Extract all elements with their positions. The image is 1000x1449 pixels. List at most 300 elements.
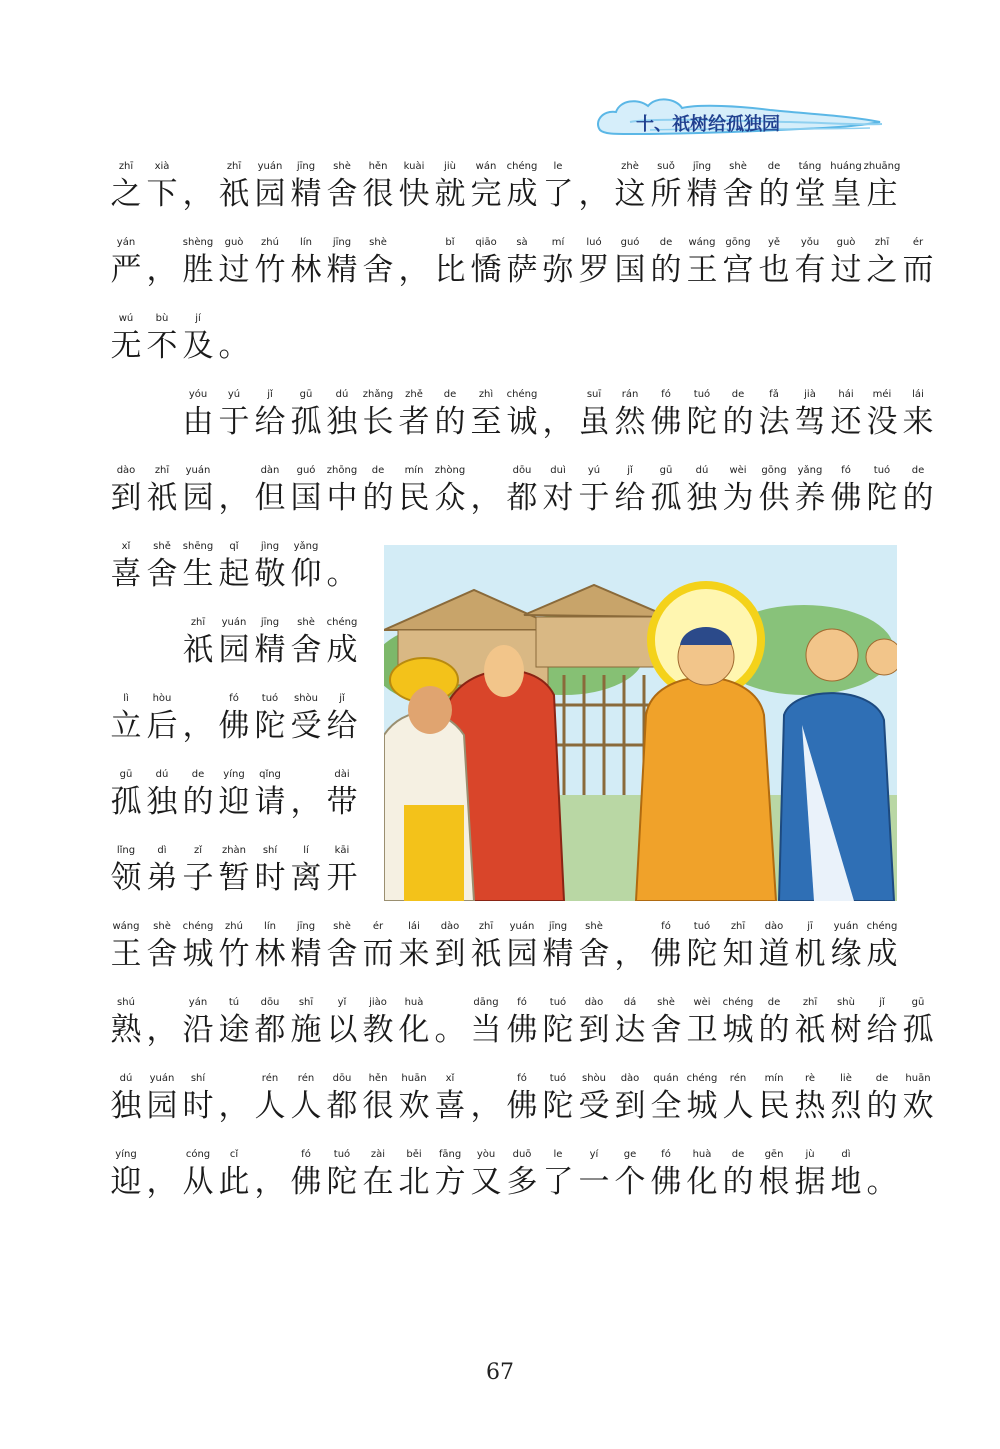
hanzi-character: 于	[218, 404, 250, 440]
pinyin-annotation: dá	[623, 997, 637, 1008]
pinyin-annotation: tuó	[549, 1073, 567, 1084]
hanzi-character: ，	[254, 1164, 286, 1200]
pinyin-annotation: tuó	[333, 1149, 351, 1160]
hanzi-character: 沿	[182, 1012, 214, 1048]
hanzi-character: 孤	[650, 480, 682, 516]
pinyin-annotation: zhú	[225, 921, 243, 932]
pinyin-annotation: de	[371, 465, 385, 476]
hanzi-character: 道	[758, 936, 790, 972]
pinyin-annotation: kāi	[334, 845, 350, 856]
pinyin-annotation: fó	[517, 997, 527, 1008]
pinyin-annotation: lí	[303, 845, 309, 856]
hanzi-character: 请	[254, 784, 286, 820]
hanzi-character: 多	[506, 1164, 538, 1200]
hanzi-character: 还	[830, 404, 862, 440]
hanzi-character: 舍	[326, 176, 358, 212]
pinyin-annotation: shè	[585, 921, 603, 932]
hanzi-character: 喜	[434, 1088, 466, 1124]
hanzi-character: 给	[614, 480, 646, 516]
pinyin-annotation: tú	[228, 997, 240, 1008]
pinyin-annotation: rán	[621, 389, 639, 400]
hanzi-character: 到	[614, 1088, 646, 1124]
pinyin-annotation: cǐ	[229, 1149, 239, 1160]
hanzi-character: 领	[110, 860, 142, 896]
pinyin-annotation: jiào	[369, 997, 387, 1008]
character-unit	[324, 768, 360, 826]
pinyin-annotation: shě	[153, 541, 171, 552]
pinyin-annotation: yú	[227, 389, 241, 400]
hanzi-character: 暂	[218, 860, 250, 896]
hanzi-character: 给	[254, 404, 286, 440]
hanzi-character: 民	[758, 1088, 790, 1124]
hanzi-character: 途	[218, 1012, 250, 1048]
pinyin-annotation: zhī	[802, 997, 818, 1008]
hanzi-character: 熟	[110, 1012, 142, 1048]
pinyin-annotation: zài	[370, 1149, 386, 1160]
pinyin-annotation: jī	[807, 921, 813, 932]
pinyin-annotation: zhòng	[434, 465, 466, 476]
hanzi-character: 舍	[722, 176, 754, 212]
pinyin-annotation: de	[875, 1073, 889, 1084]
pinyin-annotation: yuán	[221, 617, 247, 628]
hanzi-character: 城	[686, 1088, 718, 1124]
pinyin-annotation: jīng	[332, 237, 352, 248]
pinyin-annotation: duì	[550, 465, 566, 476]
pinyin-annotation: chéng	[722, 997, 754, 1008]
hanzi-character: 国	[614, 252, 646, 288]
hanzi-character: 祇	[146, 480, 178, 516]
hanzi-character: 佛	[506, 1012, 538, 1048]
pinyin-annotation: chéng	[866, 921, 898, 932]
hanzi-character: 陀	[326, 1164, 358, 1200]
hanzi-character: 而	[902, 252, 934, 288]
character-unit	[324, 540, 360, 598]
pinyin-annotation: shí	[190, 1073, 206, 1084]
hanzi-character: 到	[110, 480, 142, 516]
hanzi-character: 竹	[254, 252, 286, 288]
hanzi-character: 有	[794, 252, 826, 288]
hanzi-character: 舍	[578, 936, 610, 972]
pinyin-annotation: chéng	[506, 389, 538, 400]
hanzi-character: 完	[470, 176, 502, 212]
pinyin-annotation: de	[767, 997, 781, 1008]
hanzi-character: 过	[218, 252, 250, 288]
hanzi-character: 精	[254, 632, 286, 668]
hanzi-character: 的	[866, 1088, 898, 1124]
hanzi-character: 但	[254, 480, 286, 516]
hanzi-character: 方	[434, 1164, 466, 1200]
pinyin-annotation: ge	[623, 1149, 637, 1160]
hanzi-character: 在	[362, 1164, 394, 1200]
hanzi-character: 化	[398, 1012, 430, 1048]
character-unit	[324, 616, 360, 674]
hanzi-character: 的	[722, 404, 754, 440]
hanzi-character: 立	[110, 708, 142, 744]
hanzi-character: 为	[722, 480, 754, 516]
hanzi-character: 佛	[650, 1164, 682, 1200]
hanzi-character: 者	[398, 404, 430, 440]
hanzi-character: 民	[398, 480, 430, 516]
hanzi-character: ，	[182, 708, 214, 744]
pinyin-annotation: hái	[838, 389, 854, 400]
hanzi-character: ，	[614, 936, 646, 972]
hanzi-character: 诚	[506, 404, 538, 440]
hanzi-character: 人	[290, 1088, 322, 1124]
pinyin-annotation: shè	[297, 617, 315, 628]
pinyin-annotation: méi	[872, 389, 892, 400]
pinyin-annotation: yuán	[185, 465, 211, 476]
pinyin-annotation: zhì	[478, 389, 494, 400]
hanzi-character: ，	[182, 176, 214, 212]
pinyin-annotation	[208, 312, 260, 326]
pinyin-annotation: shòu	[293, 693, 318, 704]
hanzi-character: 热	[794, 1088, 826, 1124]
pinyin-annotation: zhī	[154, 465, 170, 476]
pinyin-annotation: gōng	[725, 237, 751, 248]
hanzi-character: ，	[218, 1088, 250, 1124]
hanzi-character: 竹	[218, 936, 250, 972]
page-number: 67	[486, 1360, 514, 1385]
hanzi-character: 长	[362, 404, 394, 440]
buddha-arrival-illustration	[384, 545, 897, 901]
character-unit	[900, 996, 936, 1054]
pinyin-annotation: de	[443, 389, 457, 400]
character-unit	[864, 160, 900, 218]
hanzi-character: 佛	[650, 404, 682, 440]
hanzi-character: 的	[758, 1012, 790, 1048]
hanzi-character: 驾	[794, 404, 826, 440]
hanzi-character: 庄	[866, 176, 898, 212]
pinyin-annotation: huān	[905, 1073, 931, 1084]
pinyin-annotation: zhě	[405, 389, 423, 400]
pinyin-annotation: guò	[836, 237, 856, 248]
hanzi-character: 了	[542, 176, 574, 212]
pinyin-annotation: yíng	[115, 1149, 137, 1160]
pinyin-annotation: yǎng	[293, 541, 319, 552]
pinyin-annotation: chéng	[506, 161, 538, 172]
hanzi-character: 之	[866, 252, 898, 288]
hanzi-character: 迎	[218, 784, 250, 820]
hanzi-character: 祇	[182, 632, 214, 668]
hanzi-character: 园	[506, 936, 538, 972]
pinyin-annotation: lái	[912, 389, 924, 400]
pinyin-annotation: jǐ	[627, 465, 633, 476]
hanzi-character: 的	[650, 252, 682, 288]
pinyin-annotation: zhī	[190, 617, 206, 628]
hanzi-character: ，	[146, 1164, 178, 1200]
hanzi-character: 佛	[506, 1088, 538, 1124]
pinyin-annotation: gū	[119, 769, 133, 780]
hanzi-character: 舍	[146, 556, 178, 592]
pinyin-annotation: de	[731, 389, 745, 400]
hanzi-character: 快	[398, 176, 430, 212]
hanzi-character: 欢	[398, 1088, 430, 1124]
hanzi-character: 林	[290, 252, 322, 288]
hanzi-character: 比	[434, 252, 466, 288]
hanzi-character: 个	[614, 1164, 646, 1200]
pinyin-annotation: fó	[301, 1149, 311, 1160]
hanzi-character: 一	[578, 1164, 610, 1200]
hanzi-character: 过	[830, 252, 862, 288]
hanzi-character: 对	[542, 480, 574, 516]
pinyin-annotation: huà	[404, 997, 424, 1008]
pinyin-annotation: tuó	[693, 921, 711, 932]
pinyin-annotation: shù	[837, 997, 855, 1008]
character-unit	[900, 464, 936, 522]
pinyin-annotation: zhàn	[221, 845, 247, 856]
hanzi-character: 敬	[254, 556, 286, 592]
hanzi-character: 所	[650, 176, 682, 212]
hanzi-character: ，	[542, 404, 574, 440]
pinyin-annotation: fó	[661, 1149, 671, 1160]
pinyin-annotation: shèng	[182, 237, 214, 248]
pinyin-annotation: zhī	[226, 161, 242, 172]
hanzi-character: 就	[434, 176, 466, 212]
pinyin-annotation: liè	[840, 1073, 852, 1084]
pinyin-annotation: dú	[119, 1073, 133, 1084]
hanzi-character: 陀	[542, 1088, 574, 1124]
pinyin-annotation: bǐ	[445, 237, 455, 248]
pinyin-annotation: dào	[440, 921, 460, 932]
hanzi-character: 此	[218, 1164, 250, 1200]
pinyin-annotation: fó	[229, 693, 239, 704]
pinyin-annotation: duō	[512, 1149, 532, 1160]
hanzi-character: 陀	[254, 708, 286, 744]
pinyin-annotation: shēng	[182, 541, 214, 552]
hanzi-character: 养	[794, 480, 826, 516]
pinyin-annotation: jīng	[296, 921, 316, 932]
pinyin-annotation: zhǎng	[362, 389, 394, 400]
pinyin-annotation: shè	[153, 921, 171, 932]
hanzi-character: 达	[614, 1012, 646, 1048]
chapter-header-banner	[590, 92, 890, 144]
hanzi-character: 严	[110, 252, 142, 288]
hanzi-character: 园	[182, 480, 214, 516]
pinyin-annotation: jǐ	[879, 997, 885, 1008]
hanzi-character: 虽	[578, 404, 610, 440]
pinyin-annotation: shè	[369, 237, 387, 248]
hanzi-character: 陀	[686, 404, 718, 440]
pinyin-annotation: dào	[116, 465, 136, 476]
pinyin-annotation: gū	[659, 465, 673, 476]
character-unit	[324, 692, 360, 750]
hanzi-character: 由	[182, 404, 214, 440]
pinyin-annotation: zhōng	[326, 465, 358, 476]
hanzi-character: 的	[182, 784, 214, 820]
pinyin-annotation: cóng	[185, 1149, 211, 1160]
hanzi-character: 给	[326, 708, 358, 744]
hanzi-character: 机	[794, 936, 826, 972]
pinyin-annotation: yóu	[188, 389, 208, 400]
pinyin-annotation: xǐ	[445, 1073, 455, 1084]
pinyin-annotation: mín	[764, 1073, 784, 1084]
hanzi-character: ，	[470, 1088, 502, 1124]
hanzi-character: 而	[362, 936, 394, 972]
hanzi-character: ，	[470, 480, 502, 516]
hanzi-character: 。	[434, 1012, 466, 1048]
pinyin-annotation: dú	[335, 389, 349, 400]
hanzi-character: 舍	[146, 936, 178, 972]
pinyin-annotation	[316, 540, 368, 554]
pinyin-annotation: bù	[155, 313, 169, 324]
pinyin-annotation: yú	[587, 465, 601, 476]
hanzi-character: 园	[218, 632, 250, 668]
pinyin-annotation: yán	[188, 997, 208, 1008]
pinyin-annotation: wèi	[693, 997, 711, 1008]
pinyin-annotation: xià	[154, 161, 170, 172]
hanzi-character: ，	[578, 176, 610, 212]
pinyin-annotation: chéng	[182, 921, 214, 932]
hanzi-character: 缘	[830, 936, 862, 972]
hanzi-character: 孤	[902, 1012, 934, 1048]
hanzi-character: 根	[758, 1164, 790, 1200]
hanzi-character: 子	[182, 860, 214, 896]
hanzi-character: 也	[758, 252, 790, 288]
pinyin-annotation: zhè	[621, 161, 639, 172]
pinyin-annotation: yíng	[223, 769, 245, 780]
hanzi-character: 。	[218, 328, 250, 364]
hanzi-character: 受	[578, 1088, 610, 1124]
pinyin-annotation: huáng	[830, 161, 862, 172]
pinyin-annotation: lín	[264, 921, 276, 932]
hanzi-character: 。	[326, 556, 358, 592]
pinyin-annotation	[856, 1148, 908, 1162]
hanzi-character: 人	[254, 1088, 286, 1124]
hanzi-character: 供	[758, 480, 790, 516]
pinyin-annotation: yǎng	[797, 465, 823, 476]
hanzi-character: 罗	[578, 252, 610, 288]
pinyin-annotation: jǐ	[267, 389, 273, 400]
hanzi-character: 以	[326, 1012, 358, 1048]
pinyin-annotation: shè	[333, 161, 351, 172]
pinyin-annotation: jīng	[260, 617, 280, 628]
pinyin-annotation: de	[731, 1149, 745, 1160]
pinyin-annotation: rén	[261, 1073, 279, 1084]
pinyin-annotation: shè	[657, 997, 675, 1008]
pinyin-annotation: lín	[300, 237, 312, 248]
hanzi-character: 北	[398, 1164, 430, 1200]
pinyin-annotation: quán	[653, 1073, 679, 1084]
pinyin-annotation: dào	[584, 997, 604, 1008]
hanzi-character: 树	[830, 1012, 862, 1048]
hanzi-character: 之	[110, 176, 142, 212]
pinyin-annotation: suǒ	[657, 161, 675, 172]
pinyin-annotation: tuó	[261, 693, 279, 704]
hanzi-character: 城	[182, 936, 214, 972]
hanzi-character: 皇	[830, 176, 862, 212]
hanzi-character: 的	[722, 1164, 754, 1200]
pinyin-annotation: wán	[475, 161, 497, 172]
hanzi-character: 离	[290, 860, 322, 896]
hanzi-character: 都	[326, 1088, 358, 1124]
pinyin-annotation: dōu	[512, 465, 532, 476]
pinyin-annotation: huān	[401, 1073, 427, 1084]
pinyin-annotation: xǐ	[121, 541, 131, 552]
hanzi-character: 陀	[542, 1012, 574, 1048]
hanzi-character: 时	[182, 1088, 214, 1124]
hanzi-character: 都	[254, 1012, 286, 1048]
hanzi-character: 施	[290, 1012, 322, 1048]
pinyin-annotation: fó	[841, 465, 851, 476]
pinyin-annotation: běi	[406, 1149, 422, 1160]
hanzi-character: 法	[758, 404, 790, 440]
pinyin-annotation: suī	[586, 389, 602, 400]
pinyin-annotation: de	[191, 769, 205, 780]
hanzi-character: 王	[686, 252, 718, 288]
pinyin-annotation: ér	[912, 237, 924, 248]
hanzi-character: 精	[326, 252, 358, 288]
hanzi-character: 起	[218, 556, 250, 592]
pinyin-annotation: yòu	[476, 1149, 496, 1160]
hanzi-character: 精	[542, 936, 574, 972]
hanzi-character: 独	[686, 480, 718, 516]
pinyin-annotation: yǒu	[800, 237, 820, 248]
chapter-title: 十、祇树给孤独园	[636, 114, 780, 135]
character-unit	[900, 1072, 936, 1130]
hanzi-character: 这	[614, 176, 646, 212]
pinyin-annotation: wèi	[729, 465, 747, 476]
character-unit	[900, 236, 936, 294]
hanzi-character: 园	[254, 176, 286, 212]
hanzi-character: 众	[434, 480, 466, 516]
pinyin-annotation: dài	[334, 769, 350, 780]
pinyin-annotation: fó	[661, 921, 671, 932]
pinyin-annotation: rè	[804, 1073, 816, 1084]
pinyin-annotation: fǎ	[769, 389, 779, 400]
hanzi-character: 又	[470, 1164, 502, 1200]
pinyin-annotation: qǐng	[259, 769, 281, 780]
hanzi-character: 时	[254, 860, 286, 896]
pinyin-annotation: dào	[764, 921, 784, 932]
hanzi-character: 舍	[650, 1012, 682, 1048]
pinyin-annotation: zhī	[874, 237, 890, 248]
hanzi-character: 祇	[470, 936, 502, 972]
pinyin-annotation: zhī	[730, 921, 746, 932]
hanzi-character: 然	[614, 404, 646, 440]
pinyin-annotation: guó	[620, 237, 640, 248]
hanzi-character: 孤	[290, 404, 322, 440]
pinyin-annotation: lǐng	[116, 845, 136, 856]
hanzi-character: ，	[398, 252, 430, 288]
hanzi-character: 城	[722, 1012, 754, 1048]
hanzi-character: 精	[290, 176, 322, 212]
pinyin-annotation: gū	[299, 389, 313, 400]
pinyin-annotation: de	[767, 161, 781, 172]
hanzi-character: 很	[362, 176, 394, 212]
hanzi-character: 园	[146, 1088, 178, 1124]
pinyin-annotation: tuó	[549, 997, 567, 1008]
hanzi-character: 后	[146, 708, 178, 744]
pinyin-annotation: yuán	[257, 161, 283, 172]
pinyin-annotation: huà	[692, 1149, 712, 1160]
hanzi-character: 陀	[866, 480, 898, 516]
hanzi-character: 国	[290, 480, 322, 516]
hanzi-character: 佛	[830, 480, 862, 516]
hanzi-character: 佛	[218, 708, 250, 744]
pinyin-annotation: gū	[911, 997, 925, 1008]
hanzi-character: 从	[182, 1164, 214, 1200]
pinyin-annotation: dú	[695, 465, 709, 476]
hanzi-character: 精	[686, 176, 718, 212]
pinyin-annotation: de	[659, 237, 673, 248]
hanzi-character: 无	[110, 328, 142, 364]
hanzi-character: 佛	[290, 1164, 322, 1200]
pinyin-annotation: qiāo	[475, 237, 497, 248]
hanzi-character: 卫	[686, 1012, 718, 1048]
character-unit	[216, 312, 252, 370]
pinyin-annotation: jù	[805, 1149, 815, 1160]
hanzi-character: 祇	[794, 1012, 826, 1048]
